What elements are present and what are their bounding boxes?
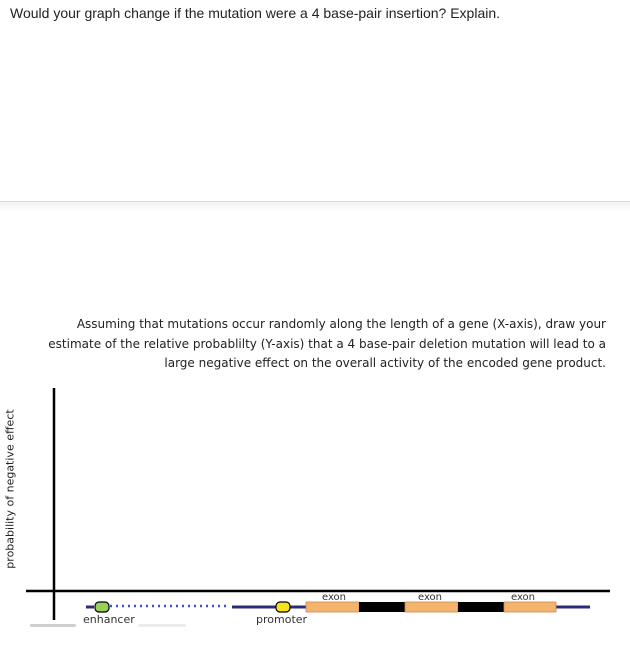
instructions-line-1: Assuming that mutations occur randomly along the length of a gene (X-axis), draw your bbox=[76, 317, 606, 331]
drawing-instructions bbox=[30, 315, 606, 374]
intron-2 bbox=[458, 602, 504, 612]
exon-3-label: exon bbox=[510, 592, 536, 603]
cut-off-button[interactable] bbox=[30, 624, 76, 627]
instructions-line-3: large negative effect on the overall activity of the encoded gene product. bbox=[164, 356, 606, 370]
y-axis-label-text: probability of negative effect bbox=[3, 408, 17, 569]
promoter-label: promoter bbox=[256, 613, 308, 626]
exon-2-label: exon bbox=[417, 592, 443, 603]
probability-graph[interactable] bbox=[0, 380, 630, 640]
instructions-line-2: estimate of the relative probablilty (Y-axis) that a 4 base-pair deletion mutation will lead to a bbox=[48, 336, 606, 351]
intron-1 bbox=[359, 602, 405, 612]
answer-divider bbox=[0, 201, 630, 212]
enhancer-label: enhancer bbox=[83, 613, 135, 626]
question-text: Would your graph change if the mutation were a 4 base-pair insertion? Explain. bbox=[10, 5, 501, 21]
cut-off-control[interactable] bbox=[138, 624, 186, 627]
exon-1-label: exon bbox=[321, 592, 347, 603]
exon-1 bbox=[306, 602, 359, 612]
exon-2 bbox=[405, 602, 458, 612]
enhancer-element bbox=[95, 602, 109, 612]
promoter-element bbox=[276, 602, 290, 612]
drawing-area[interactable] bbox=[56, 388, 626, 588]
exon-3 bbox=[504, 602, 556, 612]
